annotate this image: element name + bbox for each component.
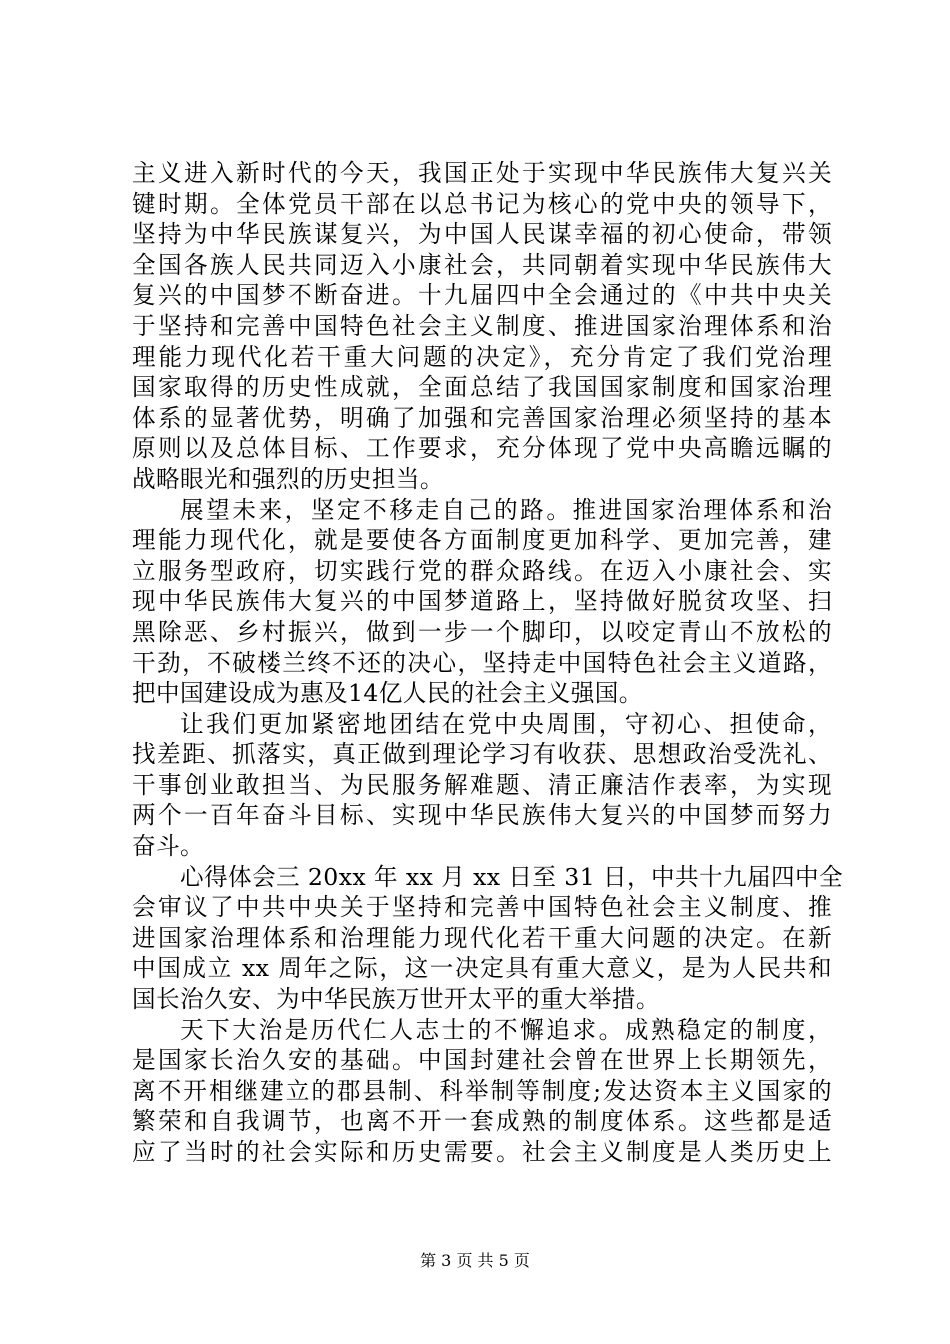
text-line: 国长治久安、为中华民族万世开太平的重大举措。 — [132, 985, 660, 1014]
text-line: 离不开相继建立的郡县制、科举制等制度;发达资本主义国家的 — [132, 1076, 832, 1105]
paragraph-3 — [132, 709, 832, 862]
paragraph-4 — [132, 862, 843, 1015]
text-line: 坚持为中华民族谋复兴，为中国人民谋幸福的初心使命，带领 — [132, 220, 832, 249]
text-line: 原则以及总体目标、工作要求，充分体现了党中央高瞻远瞩的 — [132, 434, 832, 463]
text-line: 体系的显著优势，明确了加强和完善国家治理必须坚持的基本 — [132, 403, 832, 432]
text-line: 会审议了中共中央关于坚持和完善中国特色社会主义制度、推 — [132, 893, 832, 922]
text-line: 天下大治是历代仁人志士的不懈追求。成熟稳定的制度， — [180, 1015, 832, 1044]
text-line: 繁荣和自我调节，也离不开一套成熟的制度体系。这些都是适 — [132, 1107, 832, 1136]
text-line: 中国成立 xx 周年之际，这一决定具有重大意义，是为人民共和 — [132, 954, 832, 983]
text-line: 奋斗。 — [132, 832, 204, 861]
text-line: 战略眼光和强烈的历史担当。 — [132, 464, 444, 493]
text-line: 现中华民族伟大复兴的中国梦道路上，坚持做好脱贫攻坚、扫 — [132, 587, 832, 616]
paragraph-1 — [132, 158, 832, 495]
text-line: 两个一百年奋斗目标、实现中华民族伟大复兴的中国梦而努力 — [132, 801, 832, 830]
text-line: 让我们更加紧密地团结在党中央周围，守初心、担使命， — [180, 709, 832, 738]
text-line: 复兴的中国梦不断奋进。十九届四中全会通过的《中共中央关 — [132, 281, 832, 310]
text-line: 国家取得的历史性成就，全面总结了我国国家制度和国家治理 — [132, 373, 832, 402]
paragraph-2 — [132, 495, 832, 709]
text-line: 找差距、抓落实，真正做到理论学习有收获、思想政治受洗礼、 — [132, 740, 832, 769]
text-line: 主义进入新时代的今天，我国正处于实现中华民族伟大复兴关 — [132, 159, 832, 187]
text-line: 理能力现代化若干重大问题的决定》，充分肯定了我们党治理 — [132, 342, 832, 371]
text-line: 干事创业敢担当、为民服务解难题、清正廉洁作表率，为实现 — [132, 770, 832, 799]
paragraph-5 — [132, 1015, 832, 1168]
document-body — [132, 158, 843, 1168]
page-number-footer: 第 3 页 共 5 页 — [420, 1251, 530, 1270]
text-line: 心得体会三 20xx 年 xx 月 xx 日至 31 日，中共十九届四中全 — [180, 862, 843, 891]
text-line: 应了当时的社会实际和历史需要。社会主义制度是人类历史上 — [132, 1138, 832, 1166]
text-line: 黑除恶、乡村振兴，做到一步一个脚印，以咬定青山不放松的 — [132, 617, 832, 646]
text-line: 理能力现代化，就是要使各方面制度更加科学、更加完善，建 — [132, 526, 832, 555]
text-line: 进国家治理体系和治理能力现代化若干重大问题的决定。在新 — [132, 923, 832, 952]
text-line: 干劲，不破楼兰终不还的决心，坚持走中国特色社会主义道路， — [132, 648, 832, 677]
text-line: 立服务型政府，切实践行党的群众路线。在迈入小康社会、实 — [132, 556, 832, 585]
text-line: 展望未来，坚定不移走自己的路。推进国家治理体系和治 — [180, 495, 832, 524]
text-line: 把中国建设成为惠及14亿人民的社会主义强国。 — [132, 679, 643, 708]
text-line: 全国各族人民共同迈入小康社会，共同朝着实现中华民族伟大 — [132, 250, 832, 279]
text-line: 是国家长治久安的基础。中国封建社会曾在世界上长期领先， — [132, 1046, 832, 1075]
text-line: 键时期。全体党员干部在以总书记为核心的党中央的领导下， — [132, 189, 832, 218]
text-line: 于坚持和完善中国特色社会主义制度、推进国家治理体系和治 — [132, 311, 832, 340]
